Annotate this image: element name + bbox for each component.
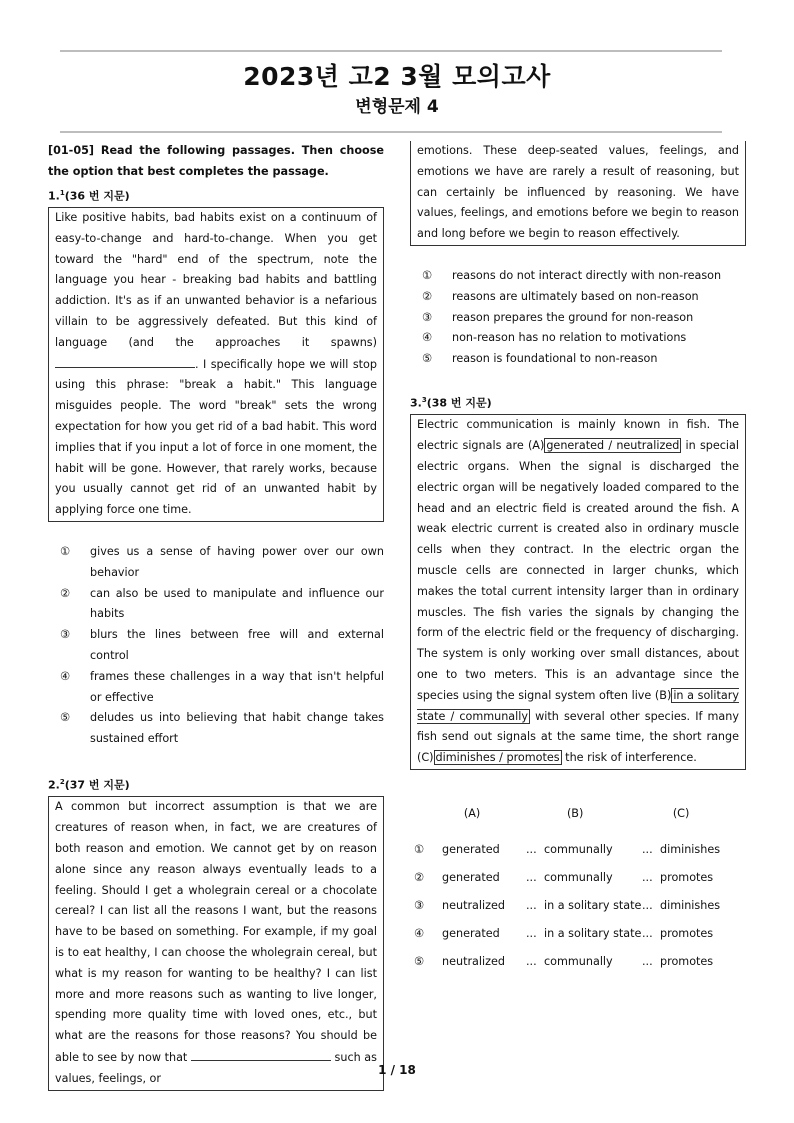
q3-option-2[interactable]: ② generated ... communally ... promotes [414,871,714,885]
q2-blank [191,1047,331,1061]
q2-passage-part2: emotions. These deep-seated values, feelings, and emotions we have are rarely a result of reasoning, but can certainly be influenced by reasoning. We have values, feelings, and emotions before we begin to reason and long before we begin to reason effectively. [417,144,739,241]
q2-passage-box [48,796,384,1090]
q2-option-1[interactable]: ① reasons do not interact directly with non-reason [422,268,722,282]
q2-option-5[interactable]: ⑤ reason is foundational to non-reason [422,352,658,366]
q3-answer-table [410,837,746,977]
q1-option-3[interactable]: ③ blurs the lines between free will and external control [60,628,384,662]
q1-options [48,542,384,750]
q3-option-4[interactable]: ④ generated ... in a solitary state ... promotes [414,927,714,941]
q1-option-1[interactable]: ① gives us a sense of having power over our own behavior [60,545,384,579]
q3-passage: Electric communication is mainly known in fish. The electric signals are (A) generated / neutralized in special electric organs. When the signal is discharged the electric organ will be negatively loaded compared to the head and an electric field is created around the fish. A weak electric current is created also in ordinary muscle cells when they contract. In the electric organ the muscle cells are connected in larger chunks, which makes the total current intensity larger than in ordinary muscles. The fish varies the signals by changing the form of the electric field or the frequency of discharging. The system is only working over small distances, about one to two meters. This is an advantage since the species using the signal system often live (B) in a solitary state / communally with several other species. If many fish send out signals at the same time, the short range (C) diminishes / promotes the risk of interference. [417,418,740,765]
q2-heading: 2.$^2$(37 번 지문) [48,777,130,792]
q1-heading: 1.$^1$(36 번 지문) [48,188,130,203]
page-number: 1 / 18 [378,1063,416,1077]
q3-option-3[interactable]: ③ neutralized ... in a solitary state ... diminishes [414,899,721,913]
q1-option-2[interactable]: ② can also be used to manipulate and influence our habits [60,586,384,621]
q3-option-5[interactable]: ⑤ neutralized ... communally ... promotes [414,955,714,969]
q1-option-5[interactable]: ⑤ deludes us into believing that habit change takes sustained effort [60,711,384,746]
q3-choice-b: in a solitary state / communally [417,688,739,723]
q1-passage: Like positive habits, bad habits exist on a continuum of easy-to-change and hard-to-change. When you get toward the "hard" end of the spectrum, note the language you hear - breaking bad habits and battling addiction. It's as if an unwanted behavior is a nefarious villain to be aggressively defeated. But this kind of language (and the approaches it spawns) . I specifically hope we will stop using this phrase: "break a habit." This language misguides people. The word "break" sets the wrong expectation for how you get rid of a bad habit. This word implies that if you input a lot of force in one moment, the habit will be gone. However, that rarely works, because you usually cannot get rid of an unwanted habit by applying force one time. [55,211,377,517]
q3-heading: 3.$^3$(38 번 지문) [410,395,492,410]
header-divider [60,131,722,133]
q3-passage-box [410,414,746,770]
q2-option-3[interactable]: ③ reason prepares the ground for non-reason [422,310,694,324]
q2-options [410,266,746,370]
q3-choice-a: generated / neutralized [546,439,680,453]
q3-option-1[interactable]: ① generated ... communally ... diminishes [414,843,721,857]
q3-answer-header: (A) (B) (C) [463,806,690,820]
q2-option-2[interactable]: ② reasons are ultimately based on non-reason [422,289,699,303]
left-column [48,141,384,1091]
right-column [410,141,746,977]
page-title: 2023년 고2 3월 모의고사 [243,62,551,91]
q1-blank [55,354,195,368]
page-subtitle: 변형문제 4 [355,97,439,117]
q2-option-4[interactable]: ④ non-reason has no relation to motivations [422,331,687,345]
q2-passage-continued-box [410,141,746,246]
q2-passage-part1: A common but incorrect assumption is that we are creatures of reason when, in fact, we are creatures of both reason and emotion. We cannot get by on reason alone since any reason always eventually leads to a feeling. Should I get a wholegrain cereal or a chocolate cereal? I can list all the reasons I want, but the reasons have to be based on something. For example, if my goal is to eat healthy, I can choose the wholegrain cereal, but what is my reason for wanting to be healthy? I can list more and more reasons such as wanting to live longer, spending more quality time with loved ones, etc., but what are the reasons for those reasons? You should be able to see by now that such as values, feelings, or [55,800,377,1085]
instructions: [01-05] Read the following passages. Then choose the option that best completes the passage. [48,144,384,178]
q1-passage-box [48,207,384,522]
top-divider [60,50,722,52]
q1-option-4[interactable]: ④ frames these challenges in a way that isn't helpful or effective [60,669,384,704]
q3-choice-c: diminishes / promotes [435,751,560,765]
